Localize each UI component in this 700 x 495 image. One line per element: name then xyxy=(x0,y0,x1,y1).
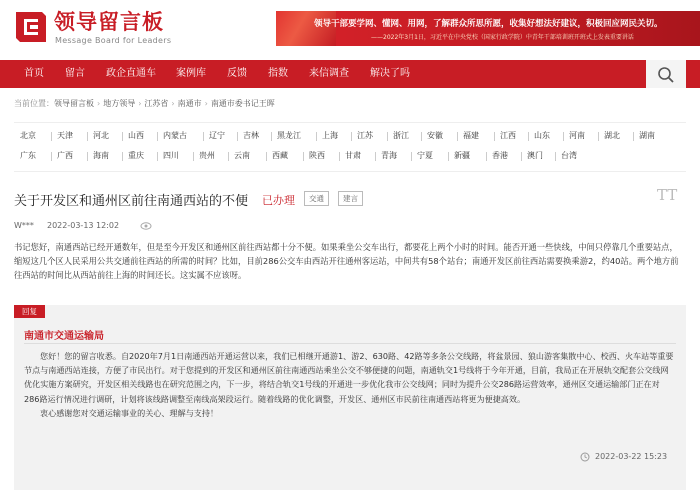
nav-solved[interactable]: 解决了吗 xyxy=(370,68,410,79)
message-title: 关于开发区和通州区前往南通西站的不便 xyxy=(14,194,249,209)
region-link[interactable]: 宁夏 xyxy=(417,151,433,160)
region-divider xyxy=(237,132,238,141)
reply-paragraph: 您好！您的留言收悉。自2020年7月1日南通西站开通运营以来，我们已相继开通游1、游2、630路、42路等多条公交线路，将盆景园、狼山游客集散中心、校西、火车站等重要节点与南通西站连接，方便了市民出行。对于您提到的开发区和通州区前往南通西站乘坐公交不够便捷的问题，南通轨交1号线将于今年开通，目前，我局正在开展轨交配套公交线网优化实施方案研究，开发区相关线路也在研究范围之内，下一步，将结合轨交1号线的开通进一步优化我市公交线网；同时为提升公交286路运营效率，通州区交通运输部门正在对286路运行情况进行调研，计划将该线路调整至南线高架段运行。随着线路的优化调整，开发区、通州区市民前往南通西站将更为便捷高效。 xyxy=(24,351,674,404)
breadcrumb-item[interactable]: 南通市委书记王晖 xyxy=(210,99,275,108)
region-divider xyxy=(457,132,458,141)
breadcrumb-item[interactable]: 地方领导 xyxy=(103,99,136,108)
region-divider xyxy=(421,132,422,141)
region-divider xyxy=(271,132,272,141)
logo-title[interactable]: 领导留言板 xyxy=(54,10,164,34)
region-link[interactable]: 江西 xyxy=(500,131,516,140)
region-link[interactable]: 福建 xyxy=(463,131,479,140)
reply-body xyxy=(24,349,674,420)
region-divider xyxy=(563,132,564,141)
nav-cases[interactable]: 案例库 xyxy=(176,68,206,79)
nav-feedback[interactable]: 反馈 xyxy=(227,68,247,79)
region-link[interactable]: 香港 xyxy=(492,151,508,160)
region-link[interactable]: 浙江 xyxy=(393,131,409,140)
region-divider xyxy=(375,152,376,161)
region-link[interactable]: 云南 xyxy=(234,151,250,160)
region-link[interactable]: 黑龙江 xyxy=(277,131,301,140)
breadcrumb-item[interactable]: 领导留言板 xyxy=(54,99,94,108)
font-size-icon[interactable]: TT xyxy=(657,186,678,204)
reply-paragraph: 衷心感谢您对交通运输事业的关心、理解与支持！ xyxy=(40,407,219,418)
region-divider xyxy=(266,152,267,161)
region-link[interactable]: 河南 xyxy=(569,131,585,140)
banner-source: ——2022年3月1日，习近平在中央党校（国家行政学院）中青年干部培训班开班式上发表重要讲话 xyxy=(371,34,634,41)
search-icon xyxy=(657,66,675,83)
region-link[interactable]: 上海 xyxy=(322,131,338,140)
region-divider xyxy=(351,132,352,141)
region-link[interactable]: 四川 xyxy=(163,151,179,160)
region-link[interactable]: 安徽 xyxy=(427,131,443,140)
nav-home[interactable]: 首页 xyxy=(24,68,44,79)
search-button[interactable] xyxy=(646,60,686,88)
reply-time: 2022-03-22 15:23 xyxy=(595,452,668,461)
tag-traffic[interactable]: 交通 xyxy=(304,191,329,206)
region-divider xyxy=(122,152,123,161)
region-link[interactable]: 广东 xyxy=(20,151,36,160)
region-divider xyxy=(555,152,556,161)
region-link[interactable]: 湖南 xyxy=(639,131,655,140)
region-link[interactable]: 澳门 xyxy=(527,151,543,160)
message-body: 书记您好，南通西站已经开通数年，但是至今开发区和通州区前往西站都十分不便。如果乘坐公交车出行，都要花上两个小时的时间。能否开通一些快线，中间只停靠几个重要站点，缩短这几个区人民采用公共交通前往西站的所需的时间？比如，目前286公交车由西站开往通州客运站，中间共有58个站台；南通开发区前往西站需要换乘游2，约40站。两个地方前往西站的时间比从西站前往上海的时间还长。这实属不应该呀。 xyxy=(14,242,679,280)
region-divider xyxy=(51,152,52,161)
region-divider xyxy=(486,152,487,161)
banner-quote: 领导干部要学网、懂网、用网，了解群众所思所愿，收集好想法好建议，积极回应网民关切。 xyxy=(314,19,663,29)
tag-suggestion[interactable]: 建言 xyxy=(338,191,363,206)
region-divider xyxy=(157,132,158,141)
breadcrumb-item[interactable]: 南通市 xyxy=(177,99,202,108)
region-divider xyxy=(203,132,204,141)
logo-icon[interactable] xyxy=(14,10,48,44)
region-divider xyxy=(339,152,340,161)
region-link[interactable]: 天津 xyxy=(57,131,73,140)
region-link[interactable]: 湖北 xyxy=(604,131,620,140)
breadcrumb-sep: › xyxy=(204,99,208,108)
view-icon xyxy=(140,221,152,231)
region-divider xyxy=(87,132,88,141)
region-link[interactable]: 山东 xyxy=(534,131,550,140)
logo-subtitle: Message Board for Leaders xyxy=(55,36,172,45)
region-link[interactable]: 江苏 xyxy=(357,131,373,140)
region-divider xyxy=(598,132,599,141)
nav-message[interactable]: 留言 xyxy=(65,68,85,79)
reply-organization: 南通市交通运输局 xyxy=(24,331,104,342)
region-link[interactable]: 西藏 xyxy=(272,151,288,160)
region-list xyxy=(14,122,686,172)
region-link[interactable]: 北京 xyxy=(20,131,36,140)
nav-enterprise[interactable]: 政企直通车 xyxy=(106,68,156,79)
reply-divider xyxy=(24,343,676,344)
status-badge: 已办理 xyxy=(262,194,295,207)
breadcrumb-item[interactable]: 江苏省 xyxy=(144,99,169,108)
region-divider xyxy=(193,152,194,161)
region-divider xyxy=(228,152,229,161)
region-divider xyxy=(521,152,522,161)
region-link[interactable]: 陕西 xyxy=(309,151,325,160)
breadcrumb-sep: › xyxy=(171,99,175,108)
region-link[interactable]: 内蒙古 xyxy=(163,131,187,140)
region-divider xyxy=(633,132,634,141)
region-divider xyxy=(51,132,52,141)
region-link[interactable]: 广西 xyxy=(57,151,73,160)
region-link[interactable]: 山西 xyxy=(128,131,144,140)
breadcrumb-sep: › xyxy=(138,99,142,108)
region-link[interactable]: 甘肃 xyxy=(345,151,361,160)
region-divider xyxy=(494,132,495,141)
region-link[interactable]: 青海 xyxy=(381,151,397,160)
site-header xyxy=(0,0,700,60)
region-divider xyxy=(303,152,304,161)
clock-icon xyxy=(580,452,590,462)
quote-banner xyxy=(276,11,700,46)
region-link[interactable]: 新疆 xyxy=(454,151,470,160)
region-link[interactable]: 吉林 xyxy=(243,131,259,140)
region-link[interactable]: 台湾 xyxy=(561,151,577,160)
breadcrumb-prefix: 当前位置： xyxy=(14,99,54,108)
nav-survey[interactable]: 来信调查 xyxy=(309,68,349,79)
breadcrumb-sep: › xyxy=(97,99,101,108)
author: W*** xyxy=(14,221,34,230)
region-divider xyxy=(411,152,412,161)
region-divider xyxy=(87,152,88,161)
region-divider xyxy=(528,132,529,141)
region-link[interactable]: 河北 xyxy=(93,131,109,140)
region-divider xyxy=(387,132,388,141)
nav-index[interactable]: 指数 xyxy=(268,68,288,79)
reply-label: 回复 xyxy=(14,305,45,318)
region-link[interactable]: 贵州 xyxy=(199,151,215,160)
region-divider xyxy=(122,132,123,141)
region-divider xyxy=(448,152,449,161)
region-divider xyxy=(157,152,158,161)
breadcrumb xyxy=(14,98,275,110)
post-time: 2022-03-13 12:02 xyxy=(47,221,120,230)
region-link[interactable]: 重庆 xyxy=(128,151,144,160)
region-link[interactable]: 辽宁 xyxy=(209,131,225,140)
region-link[interactable]: 海南 xyxy=(93,151,109,160)
main-nav xyxy=(0,60,700,88)
region-divider xyxy=(316,132,317,141)
